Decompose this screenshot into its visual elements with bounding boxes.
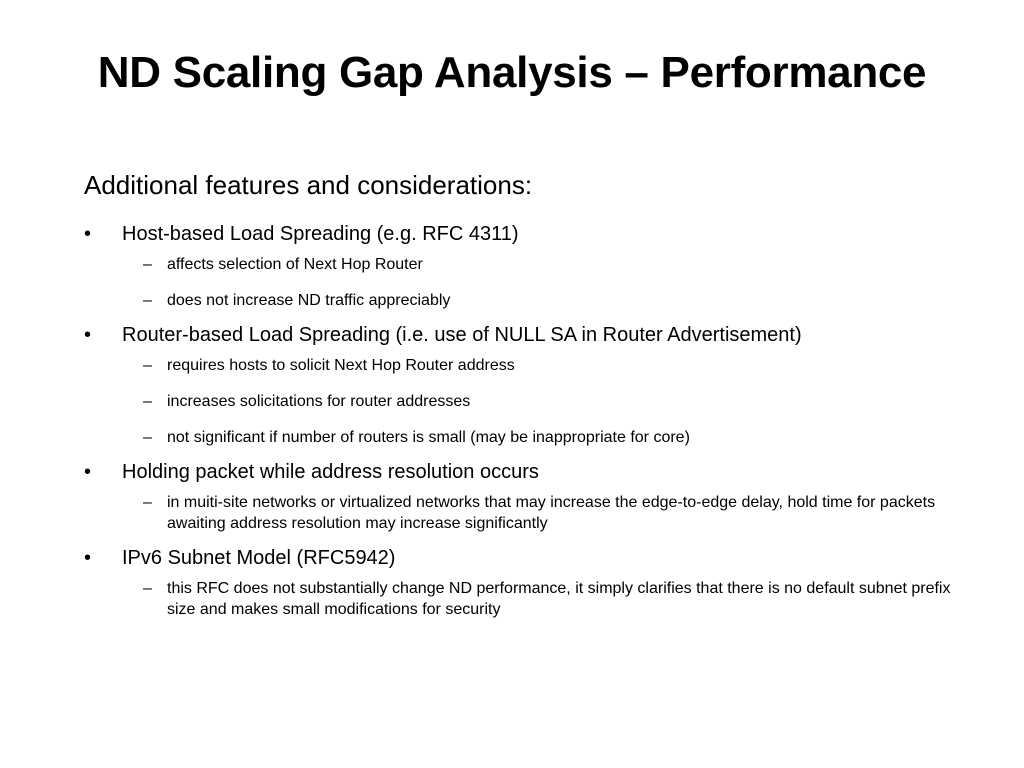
sub-bullet-item xyxy=(84,290,957,311)
sub-bullet-text: does not increase ND traffic appreciably xyxy=(167,292,451,309)
sub-bullet-list xyxy=(84,254,964,311)
bullet-text: IPv6 Subnet Model (RFC5942) xyxy=(122,547,396,569)
dash-icon: – xyxy=(143,357,152,374)
sub-bullet-text: requires hosts to solicit Next Hop Router address xyxy=(167,357,515,374)
bullet-dot-icon: • xyxy=(84,324,92,346)
sub-bullet-text: increases solicitations for router addresses xyxy=(167,393,471,410)
dash-icon: – xyxy=(143,393,152,410)
sub-bullet-list xyxy=(84,355,964,448)
bullet-list xyxy=(84,220,964,630)
sub-bullet-text: this RFC does not substantially change ND performance, it simply clarifies that there is no default subnet prefix size and makes small modifications for security xyxy=(167,580,951,618)
slide-title: ND Scaling Gap Analysis – Performance xyxy=(97,48,927,97)
sub-bullet-item xyxy=(84,391,957,412)
bullet-text: Router-based Load Spreading (i.e. use of NULL SA in Router Advertisement) xyxy=(122,324,802,346)
sub-bullet-item xyxy=(84,254,957,275)
intro-text: Additional features and considerations: xyxy=(84,170,533,200)
sub-bullet-text: affects selection of Next Hop Router xyxy=(167,256,423,273)
bullet-dot-icon: • xyxy=(84,223,92,245)
sub-bullet-item xyxy=(84,578,957,620)
sub-bullet-text: in muiti-site networks or virtualized networks that may increase the edge-to-edge delay, hold time for packets awaiting address resolution may increase significantly xyxy=(167,494,936,532)
sub-bullet-text: not significant if number of routers is small (may be inappropriate for core) xyxy=(167,429,690,446)
sub-bullet-list xyxy=(84,492,964,534)
dash-icon: – xyxy=(143,292,152,309)
sub-bullet-list xyxy=(84,578,964,620)
bullet-text: Holding packet while address resolution occurs xyxy=(122,461,539,483)
dash-icon: – xyxy=(143,429,152,446)
sub-bullet-item xyxy=(84,355,957,376)
dash-icon: – xyxy=(143,256,152,273)
bullet-item xyxy=(84,544,964,620)
bullet-item xyxy=(84,321,964,448)
sub-bullet-item xyxy=(84,492,957,534)
bullet-item xyxy=(84,458,964,534)
dash-icon: – xyxy=(143,580,152,597)
bullet-text: Host-based Load Spreading (e.g. RFC 4311) xyxy=(122,223,519,245)
sub-bullet-item xyxy=(84,427,957,448)
bullet-dot-icon: • xyxy=(84,547,92,569)
bullet-dot-icon: • xyxy=(84,461,92,483)
dash-icon: – xyxy=(143,494,152,511)
bullet-item xyxy=(84,220,964,311)
